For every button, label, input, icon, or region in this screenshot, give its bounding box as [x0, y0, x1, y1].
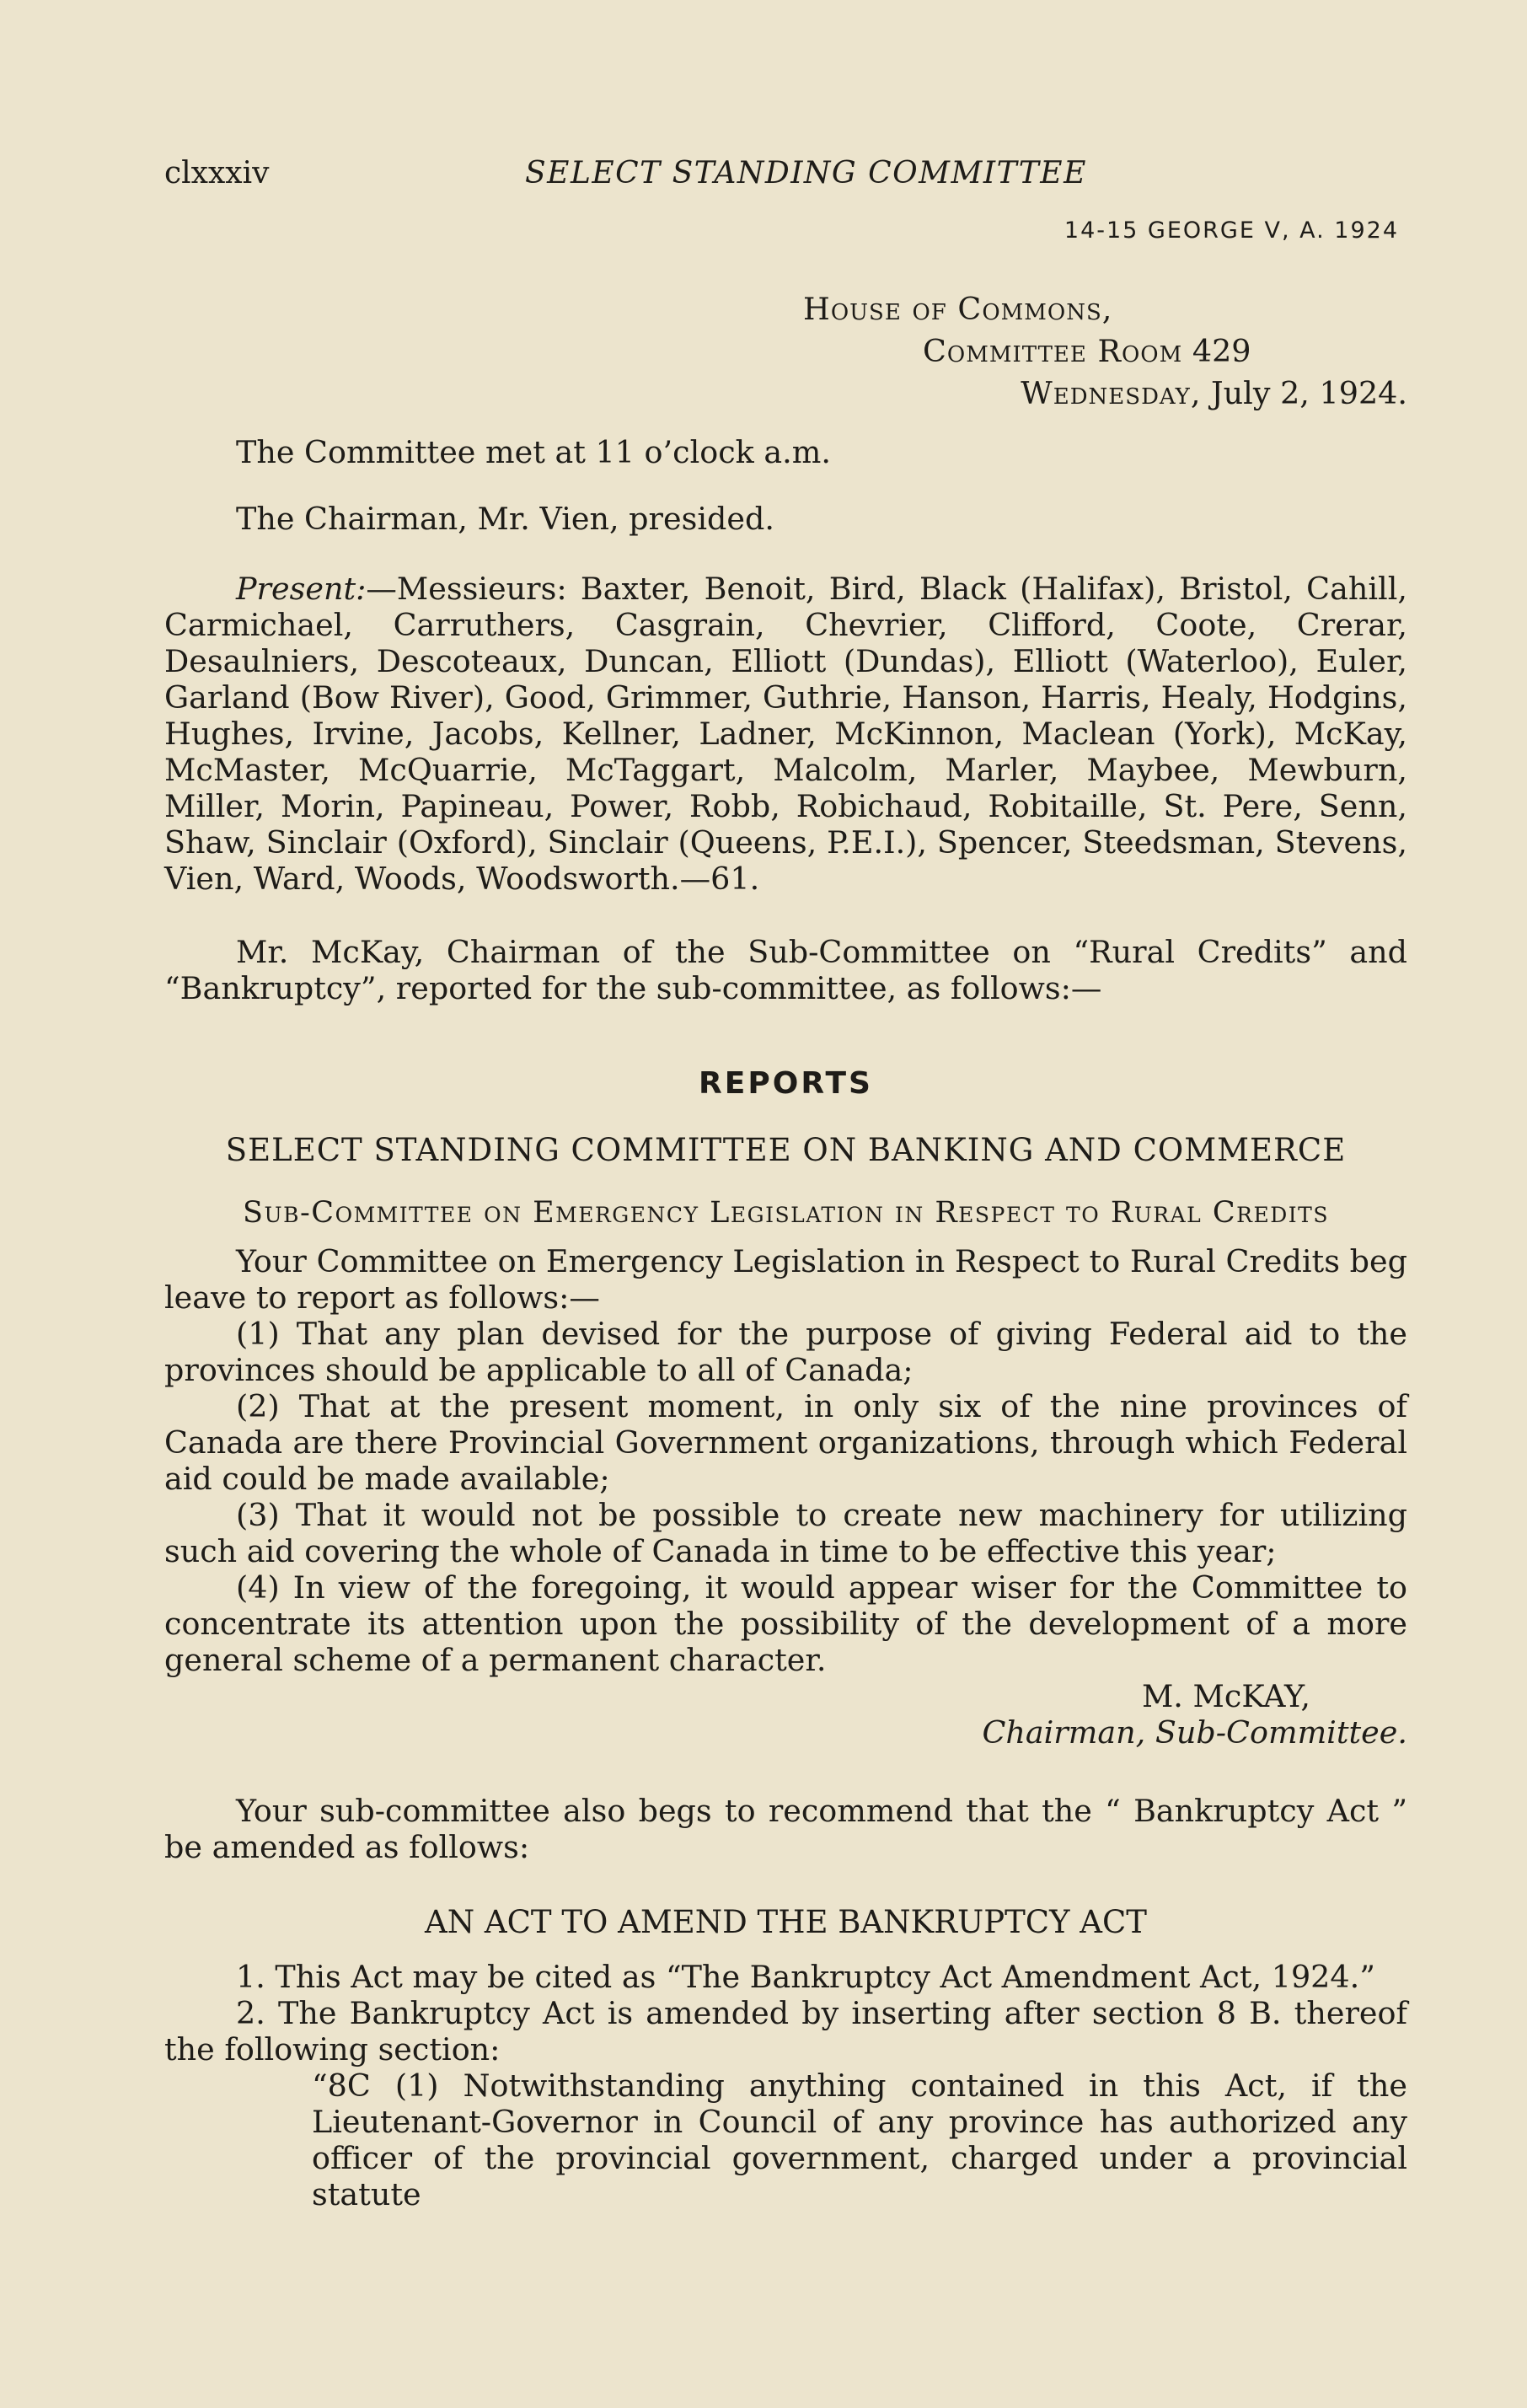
subcommittee-title: Sub-Committee on Emergency Legislation in Respect to Rural Credits [243, 1196, 1329, 1230]
present-list: —Messieurs: Baxter, Benoit, Bird, Black (Halifax), Bristol, Cahill, Carmichael, Carruthers, Casgrain, Chevrier, Clifford, Coote, Crerar, Desaulniers, Descoteaux, Duncan, Elliott (Dundas), Elliott (Waterloo), Euler, Garland (Bow River), Good, Grimmer, Guthrie, Hanson, Harris, Healy, Hodgins, Hughes, Irvine, Jacobs, Kellner, Ladner, McKinnon, Maclean (York), McKay, McMaster, McQuarrie, McTaggart, Malcolm, Marler, Maybee, Mewburn, Miller, Morin, Papineau, Power, Robb, Robichaud, Robitaille, St. Pere, Senn, Shaw, Sinclair (Oxford), Sinclair (Queens, P.E.I.), Spencer, Steedsman, Stevens, Vien, Ward, Woods, Woodsworth.—61. [164, 571, 1407, 897]
subcommittee-intro: Mr. McKay, Chairman of the Sub-Committee on “Rural Credits” and “Bankruptcy”, reported for the sub-committee, as follows:— [164, 934, 1407, 1006]
act-title: AN ACT TO AMEND THE BANKRUPTCY ACT [425, 1904, 1147, 1940]
address-date-value: July 2, 1924. [1211, 375, 1407, 411]
report-intro: Your Committee on Emergency Legislation in Respect to Rural Credits beg leave to report as follows:— [164, 1243, 1407, 1316]
report-item: (3) That it would not be possible to create new machinery for utilizing such aid covering the whole of Canada in time to be effective this year; [164, 1497, 1407, 1569]
address-date [1021, 375, 1407, 411]
reports-heading: REPORTS [699, 1066, 873, 1101]
page-folio: clxxxiv [164, 156, 270, 190]
amendment-recommendation: Your sub-committee also begs to recommend that the “ Bankruptcy Act ” be amended as follows: [164, 1793, 1407, 1865]
running-title: SELECT STANDING COMMITTEE [525, 156, 1087, 190]
present-label: Present: [236, 571, 367, 607]
signature-name: M. McKAY, [1141, 1678, 1310, 1714]
section-8c-block [164, 2067, 1407, 2212]
report-body [164, 1243, 1407, 1751]
address-room-label: Committee Room [923, 333, 1183, 369]
act-sections [164, 1959, 1407, 2212]
page-header [164, 152, 1407, 202]
signature-title: Chairman, Sub-Committee. [982, 1714, 1407, 1751]
meeting-time: The Committee met at 11 o’clock a.m. [236, 434, 831, 470]
address-room-number: 429 [1192, 333, 1251, 369]
act-section-2: 2. The Bankruptcy Act is amended by inserting after section 8 B. thereof the following section: [164, 1995, 1407, 2067]
report-item: (4) In view of the foregoing, it would appear wiser for the Committee to concentrate its attention upon the possibility of the development of a more general scheme of a permanent character. [164, 1569, 1407, 1678]
document-page [164, 152, 1407, 2212]
committee-title: SELECT STANDING COMMITTEE ON BANKING AND COMMERCE [225, 1132, 1347, 1168]
address-room [923, 333, 1251, 369]
chairman-presided: The Chairman, Mr. Vien, presided. [236, 501, 774, 537]
meeting-address [164, 291, 1407, 417]
report-item: (2) That at the present moment, in only six of the nine provinces of Canada are there Provincial Government organizations, through which Federal aid could be made available; [164, 1388, 1407, 1497]
address-weekday: Wednesday, [1021, 375, 1202, 411]
members-present [164, 571, 1407, 897]
report-item: (1) That any plan devised for the purpose of giving Federal aid to the provinces should be applicable to all of Canada; [164, 1316, 1407, 1388]
act-section-1: 1. This Act may be cited as “The Bankruptcy Act Amendment Act, 1924.” [236, 1959, 1375, 1995]
session-reference: 14-15 GEORGE V, A. 1924 [1064, 217, 1399, 244]
address-house: House of Commons, [803, 291, 1113, 327]
act-section-8c: “8C (1) Notwithstanding anything contained in this Act, if the Lieutenant-Governor in Council of any province has authorized any officer of the provincial government, charged under a provincial statute [312, 2067, 1407, 2212]
